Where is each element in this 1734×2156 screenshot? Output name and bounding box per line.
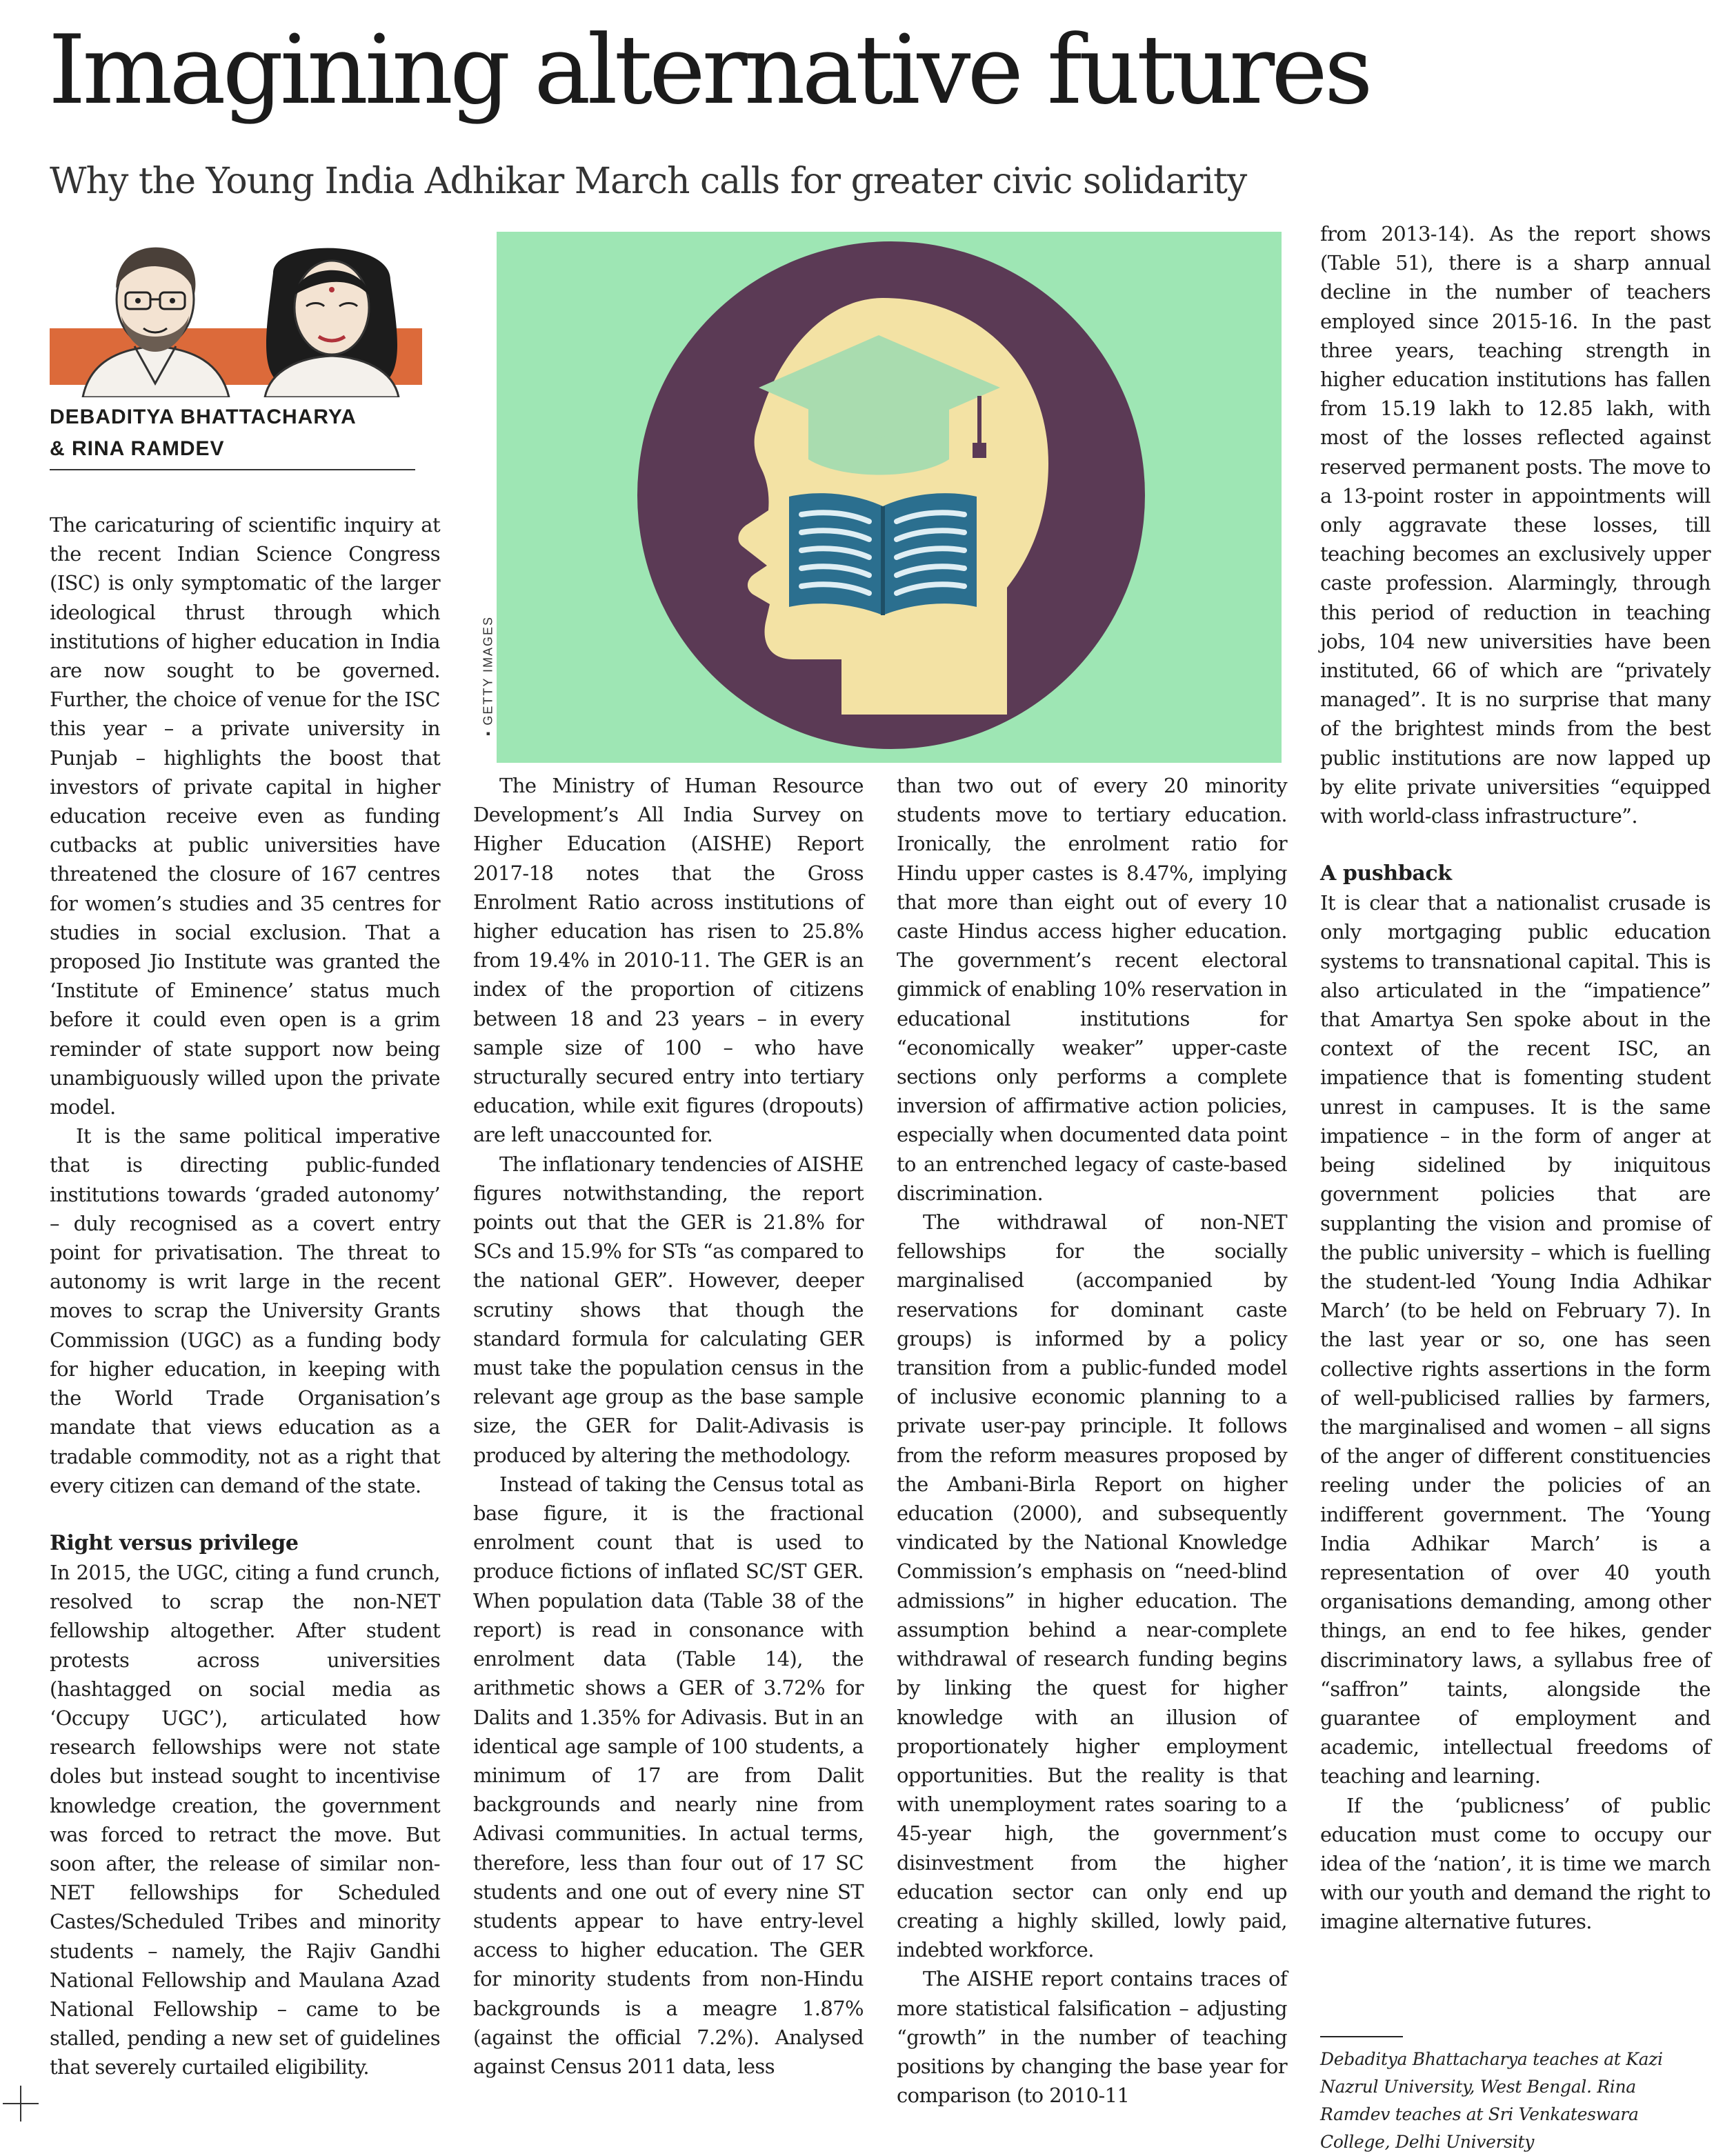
author-portrait-rina (246, 232, 418, 397)
author-portrait-debaditya (69, 225, 241, 397)
paragraph: It is clear that a nationalist crusade is only mortgaging public education systems to transnational capital. This is also articulated in the “impatience” that Amartya Sen spoke about in the context of the recent ISC, an impatience that is fomenting student unrest in campuses. It is the same impatience – in the form of anger at being sidelined by iniquitous government policies that are supplanting the vision and promise of the public university – which is fuelling the student-led ‘Young India Adhikar March’ (to be held on February 7). In the last year or so, one has seen collective rights assertions in the form of well-publicised rallies by farmers, the marginalised and women – all signs of the anger of different constituencies reeling under the policies of an indifferent government. The ‘Young India Adhikar March’ is a representation of over 40 youth organisations demanding, among other things, an end to fee hikes, gender discriminatory laws, a syllabus free of “saffron” taints, alongside the guarantee of employment and academic, intellectual freedoms of teaching and learning. (1320, 891, 1711, 1788)
paragraph: If the ‘publicness’ of public education must come to occupy our idea of the ‘nation’, it is time we march with our youth and demand the right to imagine alternative futures. (1320, 1793, 1711, 1934)
subheading-right-versus-privilege: Right versus privilege (50, 1530, 299, 1555)
article-column-3 (897, 771, 1287, 2110)
paragraph: The withdrawal of non-NET fellowships for the socially marginalised (accompanied by reservations for dominant caste groups) is informed by a policy transition from a public-funded model of inclusive economic planning to a private user-pay principle. It follows from the reform measures proposed by the Ambani-Birla Report on higher education (2000), and subsequently vindicated by the National Knowledge Commission’s emphasis on “need-blind admissions” in higher education. The assumption behind a near-complete withdrawal of research funding begins by linking the quest for higher knowledge with an illusion of proportionately higher employment opportunities. But the reality is that with unemployment rates soaring to a 45-year high, the government’s disinvestment from the higher education sector can only end up creating a highly skilled, lowly paid, indebted workforce. (897, 1210, 1287, 1962)
photo-credit: ▪ GETTY IMAGES (481, 615, 495, 737)
subheading-a-pushback: A pushback (1320, 861, 1452, 886)
article-column-4 (1320, 219, 1711, 1937)
byline-line-1: DEBADITYA BHATTACHARYA (50, 406, 357, 428)
paragraph: The AISHE report contains traces of more statistical falsification – adjusting “growth” in the number of teaching positions by changing the base year for comparison (to 2010-11 (897, 1967, 1287, 2108)
paragraph: The inflationary tendencies of AISHE figures notwithstanding, the report points out that the GER is 21.8% for SCs and 15.9% for STs “as compared to the national GER”. However, deeper scrutiny shows that though the standard formula for calculating GER must take the population census in the relevant age group as the base sample size, the GER for Dalit-Adivasis is produced by altering the methodology. (473, 1152, 864, 1467)
illustration-photo (497, 232, 1282, 763)
paragraph: The Ministry of Human Resource Development’s All India Survey on Higher Education (AISHE) Report 2017-18 notes that the Gross Enrolment Ratio across institutions of higher education has risen to 25.8% from 19.4% in 2010-11. The GER is an index of the proportion of citizens between 18 and 23 years – in every sample size of 100 – who have structurally secured entry into tertiary education, while exit figures (dropouts) are left unaccounted for. (473, 774, 864, 1147)
byline (50, 401, 415, 465)
open-book-icon (789, 493, 977, 615)
deck-subtitle: Why the Young India Adhikar March calls for greater civic solidarity (50, 161, 1247, 202)
bio-divider (1320, 2036, 1403, 2037)
article-column-2 (473, 771, 864, 2081)
byline-line-2: & RINA RAMDEV (50, 437, 225, 460)
byline-divider (50, 469, 415, 470)
paragraph: In 2015, the UGC, citing a fund crunch, resolved to scrap the non-NET fellowship altogether. After student protests across universities (hashtagged on social media as ‘Occupy UGC’), articulated how research fellowships were not state doles but instead sought to incentivise knowledge creation, the government was forced to retract the move. But soon after, the release of similar non-NET fellowships for Scheduled Castes/Scheduled Tribes and minority students – namely, the Rajiv Gandhi National Fellowship and Maulana Azad National Fellowship – came to be stalled, pending a new set of guidelines that severely curtailed eligibility. (50, 1560, 440, 2079)
article-column-1 (50, 510, 440, 2082)
paragraph: from 2013-14). As the report shows (Table 51), there is a sharp annual decline in the number of teachers employed since 2015-16. In the past three years, teaching strength in higher education institutions has fallen from 15.19 lakh to 12.85 lakh, with most of the losses reflected against reserved permanent posts. The move to a 13-point roster in appointments will only aggravate these losses, till teaching becomes an exclusively upper caste profession. Alarmingly, through this period of reduction in teaching jobs, 104 new universities have been instituted, 66 of which are “privately managed”. It is no surprise that many of the brightest minds from the best public institutions are now lapped up by elite private universities “equipped with world-class infrastructure”. (1320, 222, 1711, 828)
headline: Imagining alternative futures (48, 14, 1370, 126)
paragraph: Instead of taking the Census total as base figure, it is the fractional enrolment count that is used to produce fictions of inflated SC/ST GER. When population data (Table 38 of the report) is read in consonance with enrolment data (Table 14), the arithmetic shows a GER of 3.72% for Dalits and 1.35% for Adivasis. But in an identical age sample of 100 students, a minimum of 17 are from Dalit backgrounds and nearly nine from Adivasi communities. In actual terms, therefore, less than four out of 17 SC students and one out of every nine ST students appear to have entry-level access to higher education. The GER for minority students from non-Hindu backgrounds is a meagre 1.87% (against the official 7.2%). Analysed against Census 2011 data, less (473, 1472, 864, 2078)
paragraph: than two out of every 20 minority students move to tertiary education. Ironically, the enrolment ratio for Hindu upper castes is 8.47%, implying that more than eight out of every 10 caste Hindus access higher education. The government’s recent electoral gimmick of enabling 10% reservation in educational institutions for “economically weaker” upper-caste sections only performs a complete inversion of affirmative action policies, especially when documented data point to an entrenched legacy of caste-based discrimination. (897, 774, 1287, 1205)
author-bio: Debaditya Bhattacharya teaches at Kazi Nazrul University, West Bengal. Rina Ramdev teaches at Sri Venkateswara College, Delhi University (1320, 2049, 1663, 2152)
registration-mark-icon (0, 2083, 41, 2124)
paragraph: The caricaturing of scientific inquiry at the recent Indian Science Congress (ISC) is only symptomatic of the larger ideological thrust through which institutions of higher education in India are now sought to be governed. Further, the choice of venue for the ISC this year – a private university in Punjab – highlights the boost that investors of private capital in higher education receive even as funding cutbacks at public universities have threatened the closure of 167 centres for women’s studies and 35 centres for studies in social exclusion. That a proposed Jio Institute was granted the ‘Institute of Eminence’ status much before it could even open is a grim reminder of state support now being unambiguously willed upon the private model. (50, 513, 440, 1119)
paragraph: It is the same political imperative that is directing public-funded institutions towards ‘graded autonomy’ – duly recognised as a covert entry point for privatisation. The threat to autonomy is writ large in the recent moves to scrap the University Grants Commission (UGC) as a funding body for higher education, in keeping with the World Trade Organisation’s mandate that views education as a tradable commodity, not as a right that every citizen can demand of the state. (50, 1124, 440, 1497)
